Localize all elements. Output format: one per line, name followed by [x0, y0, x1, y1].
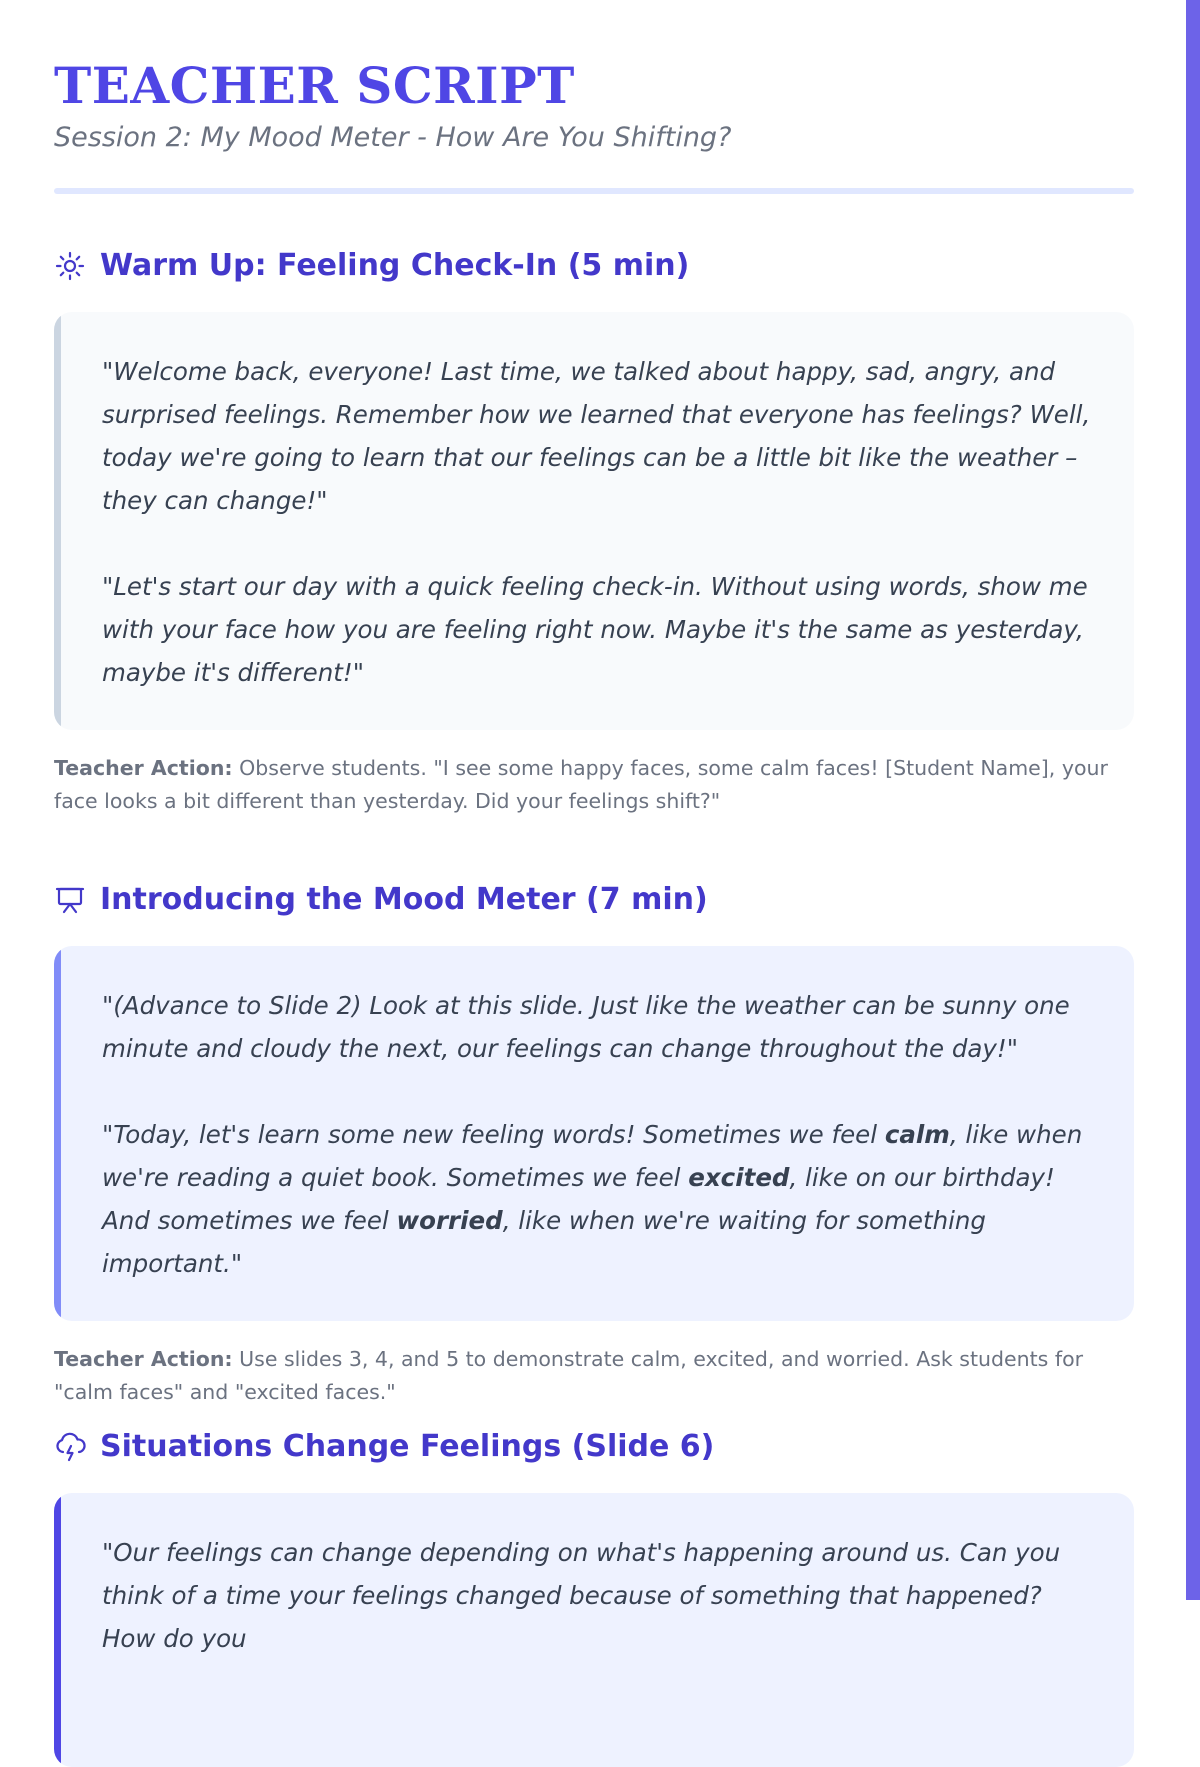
- text-run: , like on our birthday! And sometimes we feel: [102, 1163, 1055, 1235]
- feeling-word: calm: [884, 1120, 950, 1149]
- script-paragraph: [102, 1113, 1094, 1285]
- text-run: , like when we're reading a quiet book. Sometimes we feel: [102, 1120, 1083, 1192]
- section-heading: [54, 1427, 1134, 1467]
- section-heading: [54, 880, 1134, 920]
- page-title: TEACHER SCRIPT: [54, 56, 575, 115]
- script-paragraph: "Let's start our day with a quick feeling check-in. Without using words, show me with your face how you are feeling right now. Maybe it's the same as yesterday, maybe it's different!": [102, 572, 1088, 687]
- script-paragraph: "(Advance to Slide 2) Look at this slide. Just like the weather can be sunny one minute and cloudy the next, our feelings can change throughout the day!": [102, 991, 1070, 1063]
- section-mood-meter: [54, 880, 1134, 1409]
- section-situations: [54, 1427, 1134, 1767]
- feeling-word: worried: [396, 1206, 503, 1235]
- script-box: [54, 946, 1134, 1321]
- section-warm-up: [54, 246, 1134, 818]
- text-run: "Today, let's learn some new feeling words! Sometimes we feel: [102, 1120, 885, 1149]
- section-heading-text: Introducing the Mood Meter (7 min): [100, 882, 708, 917]
- script-box: [54, 1493, 1134, 1767]
- text-run: , like when we're waiting for something important.": [102, 1206, 986, 1278]
- script-paragraph: "Welcome back, everyone! Last time, we talked about happy, sad, angry, and surprised feelings. Remember how we learned that everyone has feelings? Well, today we're going to learn that our feelings can be a little bit like the weather – they can change!": [102, 357, 1091, 515]
- teacher-action-text: Observe students. "I see some happy faces, some calm faces! [Student Name], your face looks a bit different than yesterday. Did your feelings shift?": [54, 756, 1108, 813]
- section-heading: [54, 246, 1134, 286]
- teacher-script-document: [54, 0, 1134, 1653]
- cloud-lightning-icon: [54, 1431, 86, 1463]
- script-box: [54, 312, 1134, 730]
- sun-icon: [54, 250, 86, 282]
- teacher-action-label: Teacher Action:: [54, 1347, 233, 1371]
- teacher-action-text: Use slides 3, 4, and 5 to demonstrate calm, excited, and worried. Ask students for "calm faces" and "excited faces.": [54, 1347, 1084, 1404]
- section-heading-text: Situations Change Feelings (Slide 6): [100, 1429, 715, 1464]
- teacher-action: [54, 752, 1134, 818]
- section-heading-text: Warm Up: Feeling Check-In (5 min): [100, 248, 690, 283]
- feeling-word: excited: [688, 1163, 790, 1192]
- title-divider: [54, 188, 1134, 194]
- script-paragraph: "Our feelings can change depending on what's happening around us. Can you think of a time your feelings changed because of something that happened? How do you: [102, 1538, 1061, 1653]
- page-subtitle: Session 2: My Mood Meter - How Are You Shifting?: [54, 122, 732, 153]
- right-edge-bar: [1186, 0, 1200, 1600]
- presentation-icon: [54, 884, 86, 916]
- teacher-action-label: Teacher Action:: [54, 756, 233, 780]
- teacher-action: [54, 1343, 1134, 1409]
